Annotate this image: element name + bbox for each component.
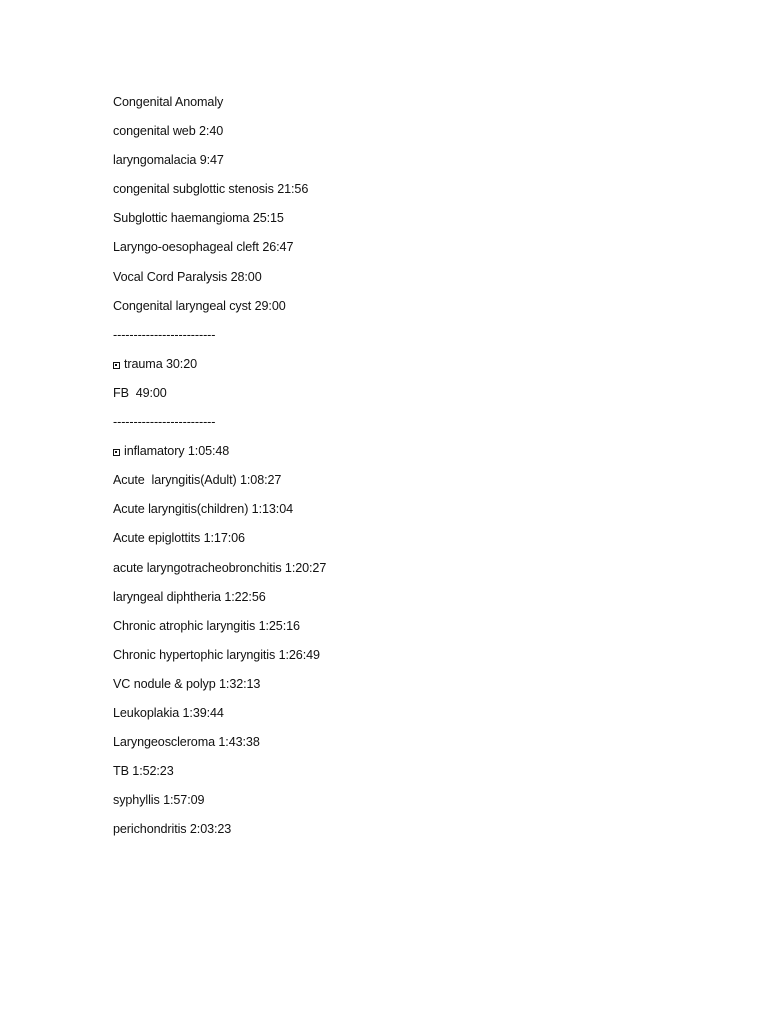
line-text: Acute laryngitis(Adult) 1:08:27 xyxy=(113,473,282,488)
text-line xyxy=(113,470,326,499)
text-line xyxy=(113,645,326,674)
divider-line xyxy=(113,412,326,441)
text-line xyxy=(113,761,326,790)
text-line xyxy=(113,150,326,179)
line-text: trauma 30:20 xyxy=(124,356,198,371)
line-text: Chronic atrophic laryngitis 1:25:16 xyxy=(113,618,300,633)
line-text: FB 49:00 xyxy=(113,385,167,400)
line-text: Vocal Cord Paralysis 28:00 xyxy=(113,269,262,284)
line-text: congenital subglottic stenosis 21:56 xyxy=(113,182,309,197)
text-line xyxy=(113,121,326,150)
text-line xyxy=(113,92,326,121)
line-text: Congenital Anomaly xyxy=(113,95,224,109)
text-line xyxy=(113,674,326,703)
text-line xyxy=(113,208,326,237)
line-text: inflamatory 1:05:48 xyxy=(124,444,230,459)
square-bullet-icon xyxy=(113,449,120,456)
line-text: Chronic hypertophic laryngitis 1:26:49 xyxy=(113,647,320,662)
line-text: Acute laryngitis(children) 1:13:04 xyxy=(113,502,294,517)
text-line xyxy=(113,237,326,266)
text-line xyxy=(113,179,326,208)
text-line xyxy=(113,383,326,412)
line-text: Congenital laryngeal cyst 29:00 xyxy=(113,298,286,313)
text-line xyxy=(113,819,326,848)
line-text: Subglottic haemangioma 25:15 xyxy=(113,211,284,226)
text-line xyxy=(113,558,326,587)
text-line xyxy=(113,587,326,616)
line-text: Leukoplakia 1:39:44 xyxy=(113,705,224,720)
text-line xyxy=(113,296,326,325)
divider-line xyxy=(113,325,326,354)
line-text: syphyllis 1:57:09 xyxy=(113,793,205,808)
text-line xyxy=(113,703,326,732)
line-text: acute laryngotracheobronchitis 1:20:27 xyxy=(113,560,327,575)
line-text: Acute epiglottits 1:17:06 xyxy=(113,531,245,546)
line-text: congenital web 2:40 xyxy=(113,124,224,139)
line-text: VC nodule & polyp 1:32:13 xyxy=(113,676,261,691)
line-text: perichondritis 2:03:23 xyxy=(113,822,232,837)
line-text: laryngomalacia 9:47 xyxy=(113,153,224,168)
line-text: laryngeal diphtheria 1:22:56 xyxy=(113,589,266,604)
text-line xyxy=(113,528,326,557)
line-text: TB 1:52:23 xyxy=(113,764,174,779)
section-heading xyxy=(113,441,326,470)
line-text: ------------------------- xyxy=(113,415,216,430)
line-text: ------------------------- xyxy=(113,327,216,342)
text-line xyxy=(113,790,326,819)
line-text: Laryngeoscleroma 1:43:38 xyxy=(113,735,260,750)
text-line xyxy=(113,267,326,296)
text-line xyxy=(113,616,326,645)
square-bullet-icon xyxy=(113,362,120,369)
section-heading xyxy=(113,354,326,383)
text-lines xyxy=(113,92,326,848)
text-line xyxy=(113,499,326,528)
text-line xyxy=(113,732,326,761)
line-text: Laryngo-oesophageal cleft 26:47 xyxy=(113,240,294,255)
